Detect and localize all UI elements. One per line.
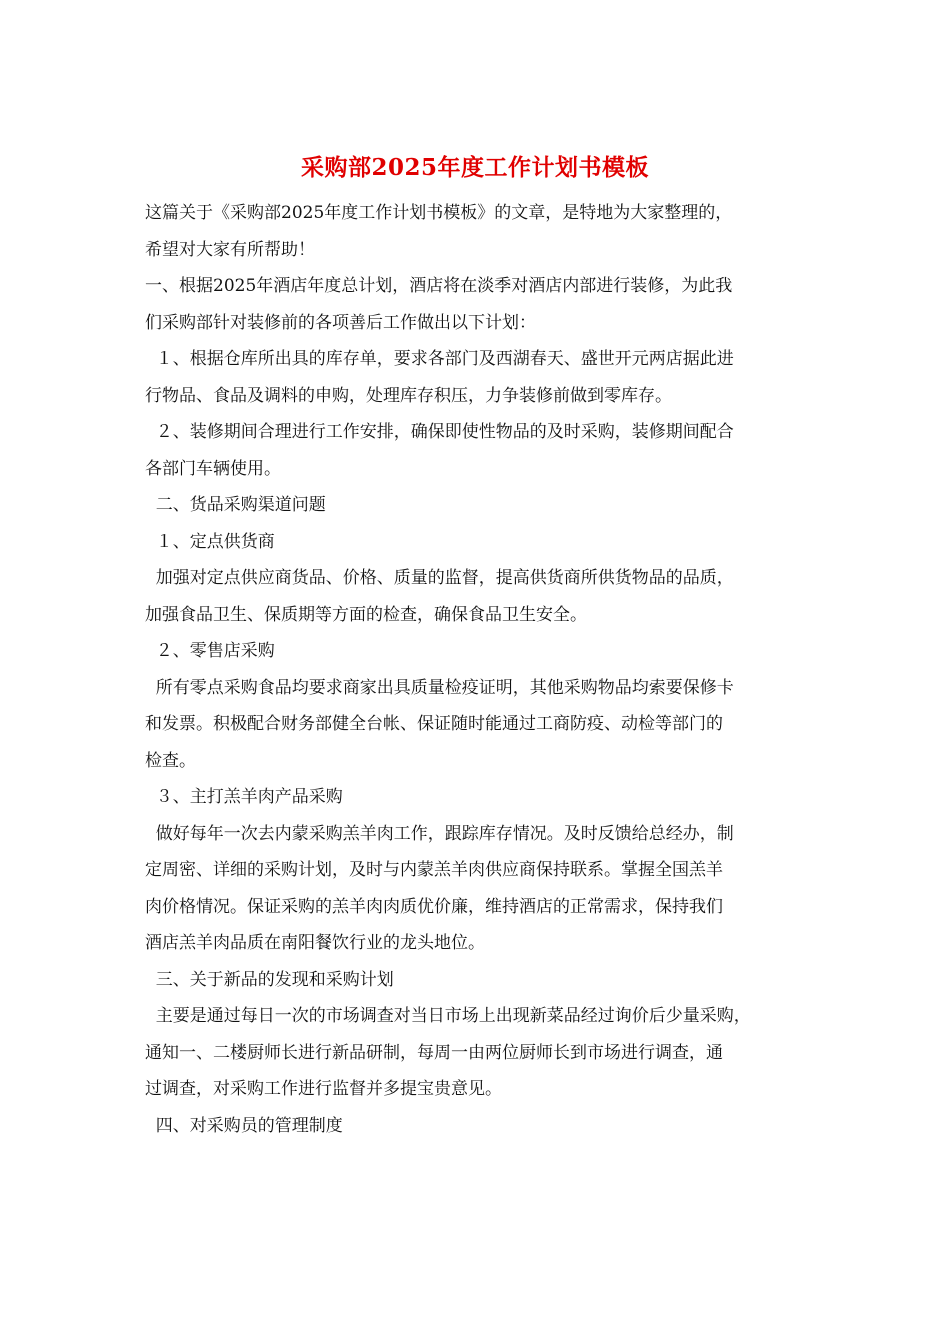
text-line: 一、根据2025年酒店年度总计划，酒店将在淡季对酒店内部进行装修，为此我 — [145, 276, 733, 296]
text-line: 肉价格情况。保证采购的羔羊肉肉质优价廉，维持酒店的正常需求，保持我们 — [145, 896, 723, 917]
document-body — [145, 195, 817, 1144]
text-line: １、定点供货商 — [145, 531, 275, 552]
text-line: 酒店羔羊肉品质在南阳餐饮行业的龙头地位。 — [145, 933, 485, 953]
text-line: ３、主打羔羊肉产品采购 — [145, 787, 343, 807]
text-line: 三、关于新品的发现和采购计划 — [145, 969, 394, 990]
text-line: 通知一、二楼厨师长进行新品研制，每周一由两位厨师长到市场进行调查，通 — [145, 1042, 723, 1063]
text-line: ２、零售店采购 — [145, 641, 275, 661]
text-line: 这篇关于《采购部2025年度工作计划书模板》的文章，是特地为大家整理的， — [145, 203, 733, 223]
text-line: 行物品、食品及调料的申购，处理库存积压，力争装修前做到零库存。 — [145, 385, 672, 406]
text-line: 四、对采购员的管理制度 — [145, 1115, 343, 1136]
text-line: 加强食品卫生、保质期等方面的检查，确保食品卫生安全。 — [145, 604, 587, 625]
text-line: 所有零点采购食品均要求商家出具质量检疫证明，其他采购物品均索要保修卡 — [145, 677, 734, 698]
text-line: 希望对大家有所帮助！ — [145, 239, 315, 260]
document-title: 采购部2025年度工作计划书模板 — [300, 154, 649, 181]
text-line: 做好每年一次去内蒙采购羔羊肉工作，跟踪库存情况。及时反馈给总经办，制 — [145, 823, 734, 844]
text-line: ２、装修期间合理进行工作安排，确保即使性物品的及时采购，装修期间配合 — [145, 422, 734, 442]
text-line: 主要是通过每日一次的市场调查对当日市场上出现新菜品经过询价后少量采购， — [145, 1006, 751, 1026]
text-line: 各部门车辆使用。 — [145, 458, 281, 479]
text-line: 们采购部针对装修前的各项善后工作做出以下计划： — [145, 312, 536, 333]
text-line: １、根据仓库所出具的库存单，要求各部门及西湖春天、盛世开元两店据此进 — [145, 349, 734, 369]
text-line: 加强对定点供应商货品、价格、质量的监督，提高供货商所供货物品的品质， — [145, 568, 734, 588]
text-line: 二、货品采购渠道问题 — [145, 495, 326, 515]
text-line: 和发票。积极配合财务部健全台帐、保证随时能通过工商防疫、动检等部门的 — [145, 714, 723, 734]
text-line: 定周密、详细的采购计划，及时与内蒙羔羊肉供应商保持联系。掌握全国羔羊 — [145, 860, 723, 880]
text-line: 检查。 — [145, 750, 196, 771]
text-line: 过调查，对采购工作进行监督并多提宝贵意见。 — [145, 1079, 502, 1099]
